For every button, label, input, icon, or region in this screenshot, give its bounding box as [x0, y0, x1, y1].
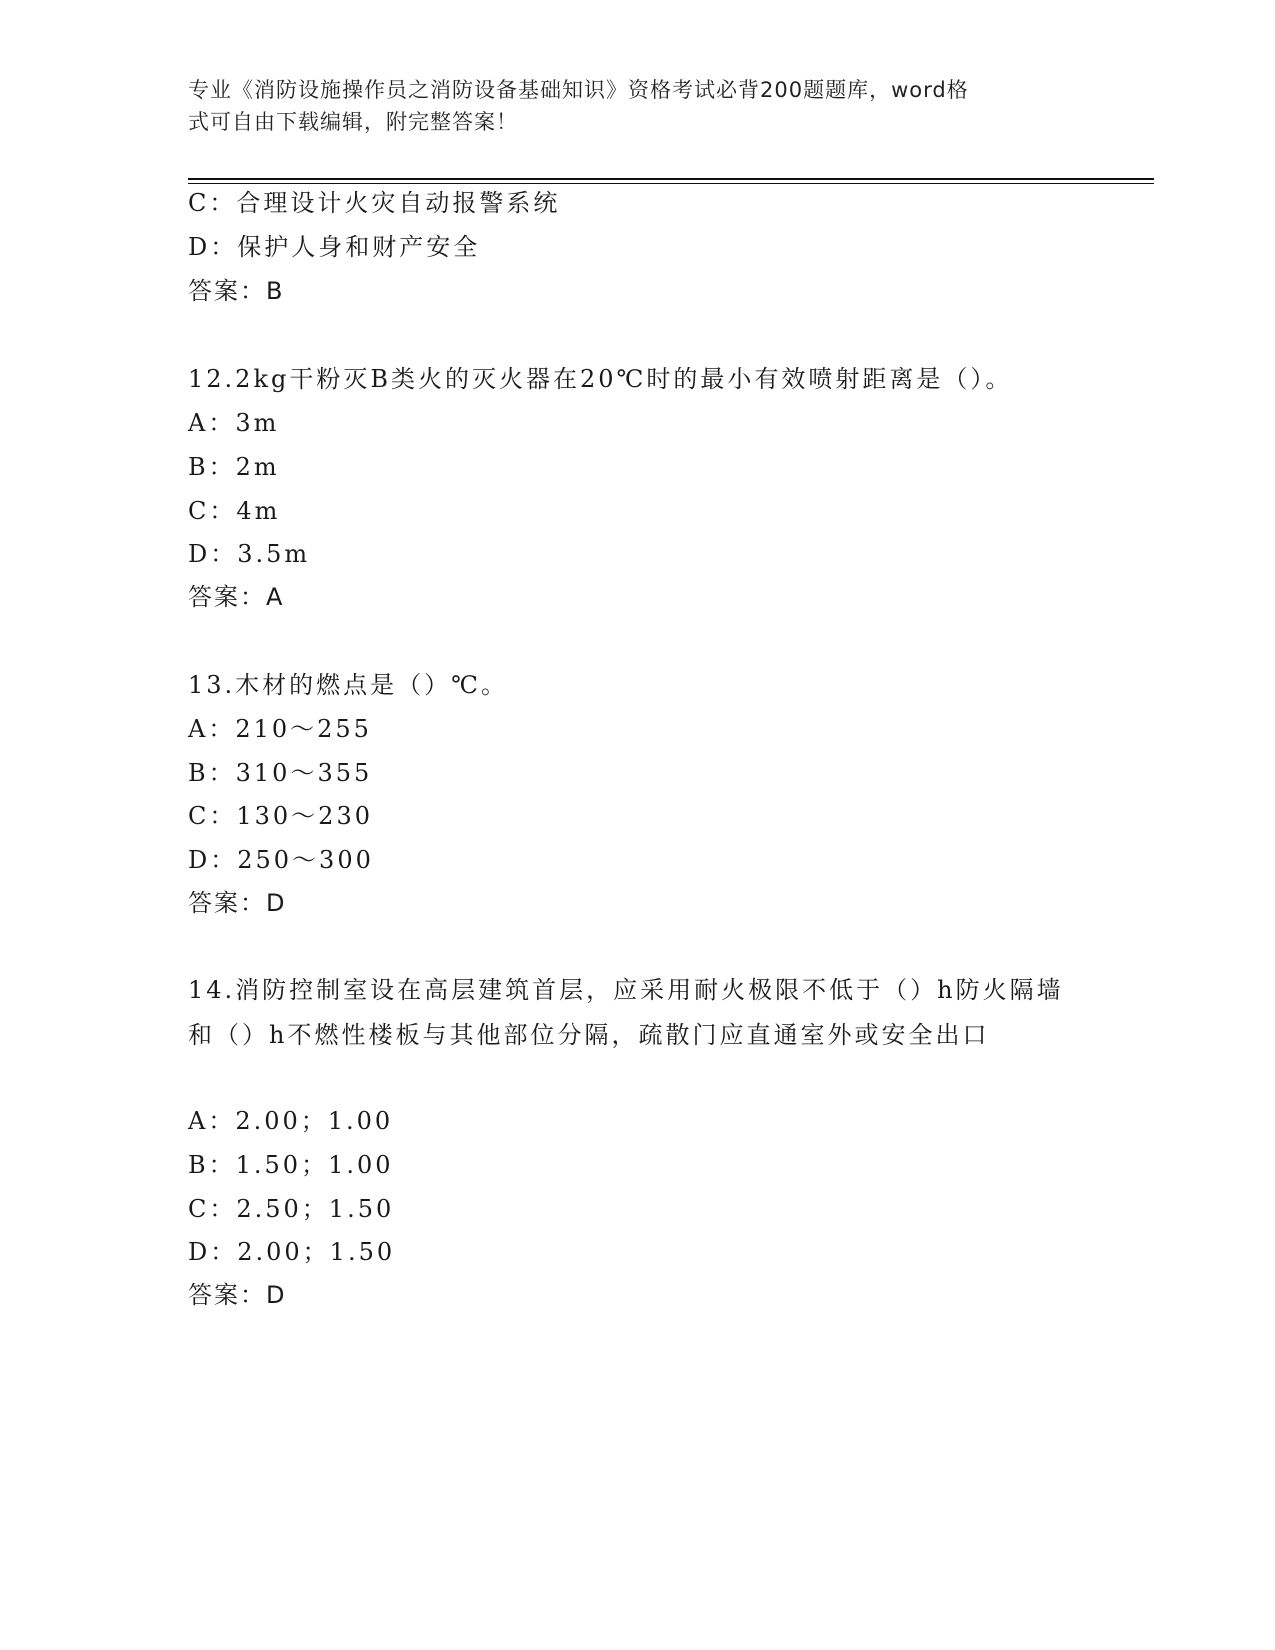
q14-option-b: B：1.50；1.00 — [188, 1151, 394, 1179]
q11-answer: 答案：B — [188, 277, 285, 305]
q12-option-d: D：3.5m — [188, 540, 311, 568]
q12-option-a: A：3m — [188, 409, 280, 437]
q14-stem: 14.消防控制室设在高层建筑首层，应采用耐火极限不低于（）h防火隔墙和（）h不燃性楼板与其他部位分隔，疏散门应直通室外或安全出口 — [188, 976, 1064, 1049]
q14-answer: 答案：D — [188, 1281, 287, 1309]
q14-option-c: C：2.50；1.50 — [188, 1195, 395, 1223]
q12-option-c: C：4m — [188, 497, 281, 525]
q13-option-b: B：310～355 — [188, 759, 373, 787]
q13-option-c: C：130～230 — [188, 802, 373, 830]
header-divider-thin — [188, 183, 1154, 184]
header-line-1: 专业《消防设施操作员之消防设备基础知识》资格考试必背200题题库，word格 — [188, 78, 969, 102]
q13-answer: 答案：D — [188, 889, 287, 917]
q12-option-b: B：2m — [188, 453, 280, 481]
q14-option-a: A：2.00；1.00 — [188, 1107, 394, 1135]
q11-option-c: C：合理设计火灾自动报警系统 — [188, 189, 561, 217]
q13-option-d: D：250～300 — [188, 846, 374, 874]
q12-stem: 12.2kg干粉灭B类火的灭火器在20℃时的最小有效喷射距离是（）。 — [188, 365, 1013, 393]
q14-option-d: D：2.00；1.50 — [188, 1238, 396, 1266]
header-line-2: 式可自由下载编辑，附完整答案！ — [188, 110, 518, 134]
header-divider-thick — [188, 178, 1154, 180]
q13-option-a: A：210～255 — [188, 715, 372, 743]
q12-answer: 答案：A — [188, 583, 285, 611]
q13-stem: 13.木材的燃点是（）℃。 — [188, 671, 509, 699]
document-header — [188, 74, 1068, 138]
q11-option-d: D：保护人身和财产安全 — [188, 233, 481, 261]
